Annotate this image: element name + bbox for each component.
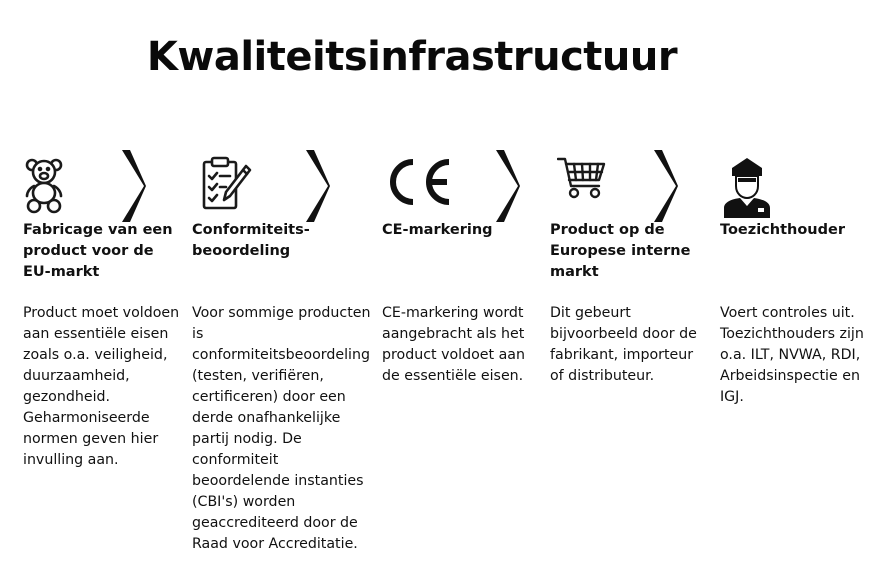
step-heading: Product op de Europese interne markt (550, 222, 691, 280)
chevron-right-icon (120, 150, 146, 222)
teddy-bear-icon (22, 156, 66, 220)
page-title: Kwaliteitsinfrastructuur (146, 34, 678, 80)
step-description: Voor sommige producten is conformiteitsbeoordeling (testen, verifiëren, certificeren) door een derde onafhankelijke partij nodig. De conformiteit beoordelende instanties (CBI's) worden geaccrediteerd door de Raad voor Accreditatie. (192, 305, 371, 552)
step-heading: Toezichthouder (720, 222, 845, 238)
step-description: Dit gebeurt bijvoorbeeld door de fabrikant, importeur of distributeur. (550, 305, 697, 384)
step-heading: CE-markering (382, 222, 493, 238)
shopping-cart-icon (557, 156, 607, 220)
step-description: CE-markering wordt aangebracht als het product voldoet aan de essentiële eisen. (382, 305, 525, 384)
chevron-right-icon (304, 150, 330, 222)
clipboard-pencil-icon (202, 156, 252, 220)
step-description: Product moet voldoen aan essentiële eisen zoals o.a. veiligheid, duurzaamheid, gezondheid. Geharmoniseerde normen geven hier invulling aan. (23, 305, 180, 468)
chevron-right-icon (652, 150, 678, 222)
inspector-officer-icon (722, 156, 772, 220)
chevron-right-icon (494, 150, 520, 222)
step-heading: Conformiteits-beoordeling (192, 222, 310, 259)
step-description: Voert controles uit. Toezichthouders zijn o.a. ILT, NVWA, RDI, Arbeidsinspectie en IGJ. (720, 305, 864, 405)
step-heading: Fabricage van een product voor de EU-markt (23, 222, 173, 280)
ce-mark-icon (385, 156, 455, 220)
